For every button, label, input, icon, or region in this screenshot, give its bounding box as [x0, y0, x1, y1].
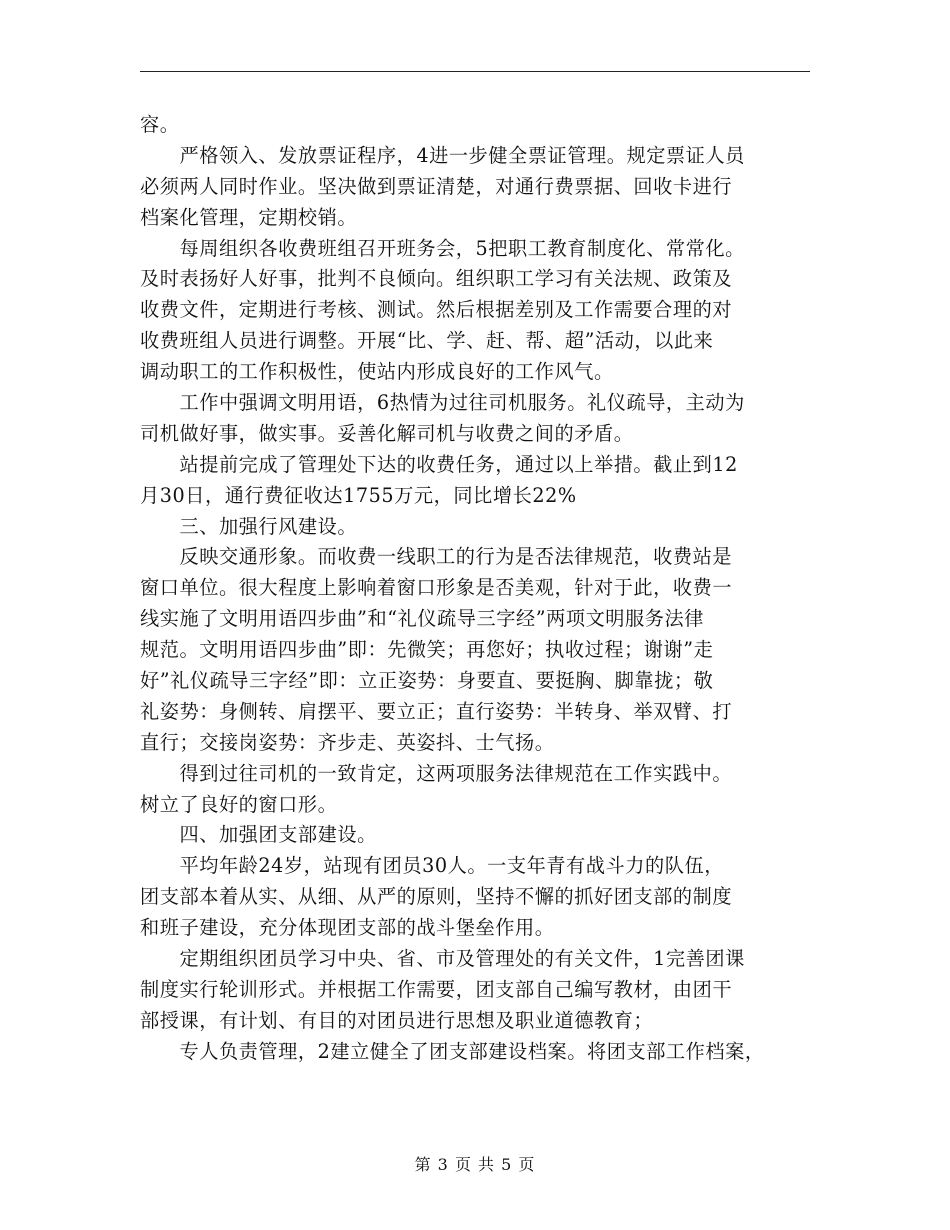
text-line: 得到过往司机的一致肯定，这两项服务法律规范在工作实践中。: [140, 761, 733, 785]
text-line: 规范。文明用语四步曲”即：先微笑；再您好；执收过程；谢谢”走: [140, 638, 714, 662]
text-line: 工作中强调文明用语，6热情为过往司机服务。礼仪疏导，主动为: [140, 391, 745, 415]
text-line: 必须两人同时作业。坚决做到票证清楚，对通行费票据、回收卡进行: [140, 174, 733, 198]
text-line: 专人负责管理，2建立健全了团支部建设档案。将团支部工作档案，: [140, 1039, 765, 1063]
text-line: 制度实行轮训形式。并根据工作需要，团支部自己编写教材，由团干: [140, 977, 733, 1001]
text-line: 档案化管理，定期校销。: [140, 205, 358, 229]
text-line: 每周组织各收费班组召开班务会，5把职工教育制度化、常常化。: [140, 236, 745, 260]
text-line: 和班子建设，充分体现团支部的战斗堡垒作用。: [140, 916, 555, 940]
text-line: 收费文件，定期进行考核、测试。然后根据差别及工作需要合理的对: [140, 298, 733, 322]
text-line: 定期组织团员学习中央、省、市及管理处的有关文件，1完善团课: [140, 947, 745, 971]
text-line: 反映交通形象。而收费一线职工的行为是否法律规范，收费站是: [140, 545, 733, 569]
text-line: 严格领入、发放票证程序，4进一步健全票证管理。规定票证人员: [140, 143, 745, 167]
text-line: 平均年龄24岁，站现有团员30人。一支年青有战斗力的队伍，: [140, 854, 724, 878]
text-line: 团支部本着从实、从细、从严的原则，坚持不懈的抓好团支部的制度: [140, 885, 733, 909]
text-line: 及时表扬好人好事，批判不良倾向。组织职工学习有关法规、政策及: [140, 267, 733, 291]
text-line: 容。: [140, 113, 180, 136]
section-heading: 四、加强团支部建设。: [140, 823, 377, 847]
page-number-footer: 第 3 页 共 5 页: [414, 1155, 536, 1174]
text-line: 站提前完成了管理处下达的收费任务，通过以上举措。截止到12: [140, 452, 738, 476]
text-line: 礼姿势：身侧转、肩摆平、要立正；直行姿势：半转身、举双臂、打: [140, 699, 733, 723]
text-line: 司机做好事，做实事。妥善化解司机与收费之间的矛盾。: [140, 421, 634, 445]
text-line: 窗口单位。很大程度上影响着窗口形象是否美观，针对于此，收费一: [140, 576, 733, 600]
text-line: 树立了良好的窗口形。: [140, 792, 338, 816]
text-line: 调动职工的工作积极性，使站内形成良好的工作风气。: [140, 360, 614, 384]
body-text: [140, 110, 810, 1068]
text-line: 收费班组人员进行调整。开展“比、学、赶、帮、超”活动，以此来: [140, 329, 714, 353]
section-heading: 三、加强行风建设。: [140, 514, 358, 538]
text-line: 好”礼仪疏导三字经”即：立正姿势：身要直、要挺胸、脚靠拢；敬: [140, 669, 714, 693]
text-line: 线实施了文明用语四步曲”和“礼仪疏导三字经”两项文明服务法律: [140, 607, 704, 631]
text-line: 部授课，有计划、有目的对团员进行思想及职业道德教育；: [140, 1008, 654, 1032]
text-line: 月30日，通行费征收达1755万元，同比增长22%: [140, 483, 577, 507]
header-rule: [140, 71, 810, 72]
text-line: 直行；交接岗姿势：齐步走、英姿抖、士气扬。: [140, 730, 555, 754]
